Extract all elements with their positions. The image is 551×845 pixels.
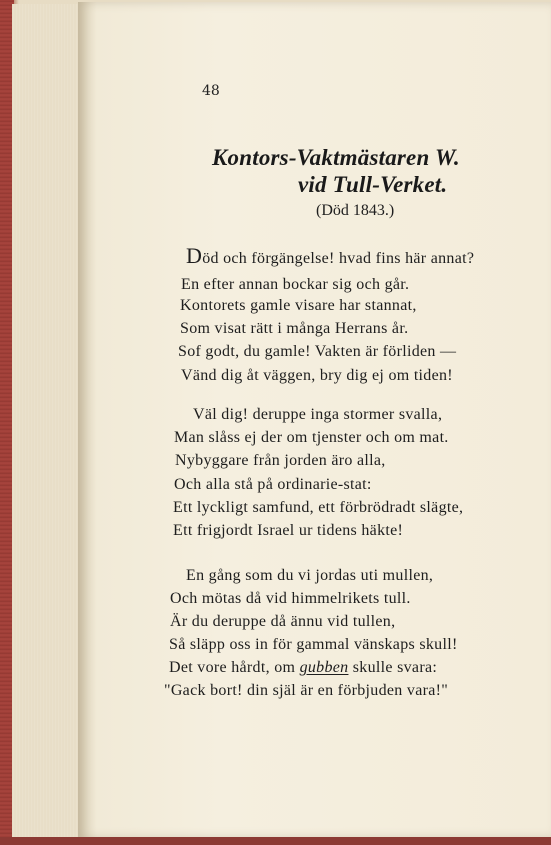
verse-line: En efter annan bockar sig och går. [181, 276, 410, 293]
verse-line: "Gack bort! din själ är en förbjuden vara!" [164, 682, 449, 699]
verse-line: Sof godt, du gamle! Vakten är förliden — [178, 343, 457, 360]
verse-line: Och mötas då vid himmelrikets tull. [170, 590, 411, 607]
verse-line: Man slåss ej der om tjenster och om mat. [174, 429, 449, 446]
poem-title-line-2: vid Tull-Verket. [298, 172, 448, 197]
verse-line: Vänd dig åt väggen, bry dig ej om tiden! [181, 367, 453, 384]
verse-line: Kontorets gamle visare har stannat, [180, 297, 417, 314]
page-stack-edge [12, 4, 82, 839]
verse-line [186, 245, 474, 268]
verse-line: Så släpp oss in för gammal vänskaps skull! [169, 636, 458, 653]
drop-cap: D [186, 243, 203, 268]
verse-line: Nybyggare från jorden äro alla, [175, 452, 386, 469]
verse-line: Ett frigjordt Israel ur tidens häkte! [173, 522, 404, 539]
verse-line: Är du deruppe då ännu vid tullen, [170, 613, 396, 630]
emphasized-word: gubben [299, 659, 349, 676]
verse-line: Ett lyckligt samfund, ett förbrödradt slägte, [173, 499, 464, 516]
book-bottom-edge [0, 837, 551, 845]
verse-line: Och alla stå på ordinarie-stat: [174, 476, 372, 493]
verse-line [169, 659, 437, 677]
verse-line-rest: öd och förgängelse! hvad fins här annat? [202, 250, 475, 267]
page-number: 48 [202, 83, 220, 99]
poem-title-line-1: Kontors-Vaktmästaren W. [212, 145, 460, 170]
verse-line: Som visat rätt i många Herrans år. [180, 320, 409, 337]
verse-text: skulle svara: [348, 659, 438, 676]
verse-line: En gång som du vi jordas uti mullen, [186, 567, 434, 584]
verse-text: Det vore hårdt, om [169, 659, 300, 676]
poem-subtitle-death-year: (Död 1843.) [316, 202, 395, 219]
verse-line: Väl dig! deruppe inga stormer svalla, [193, 406, 443, 423]
